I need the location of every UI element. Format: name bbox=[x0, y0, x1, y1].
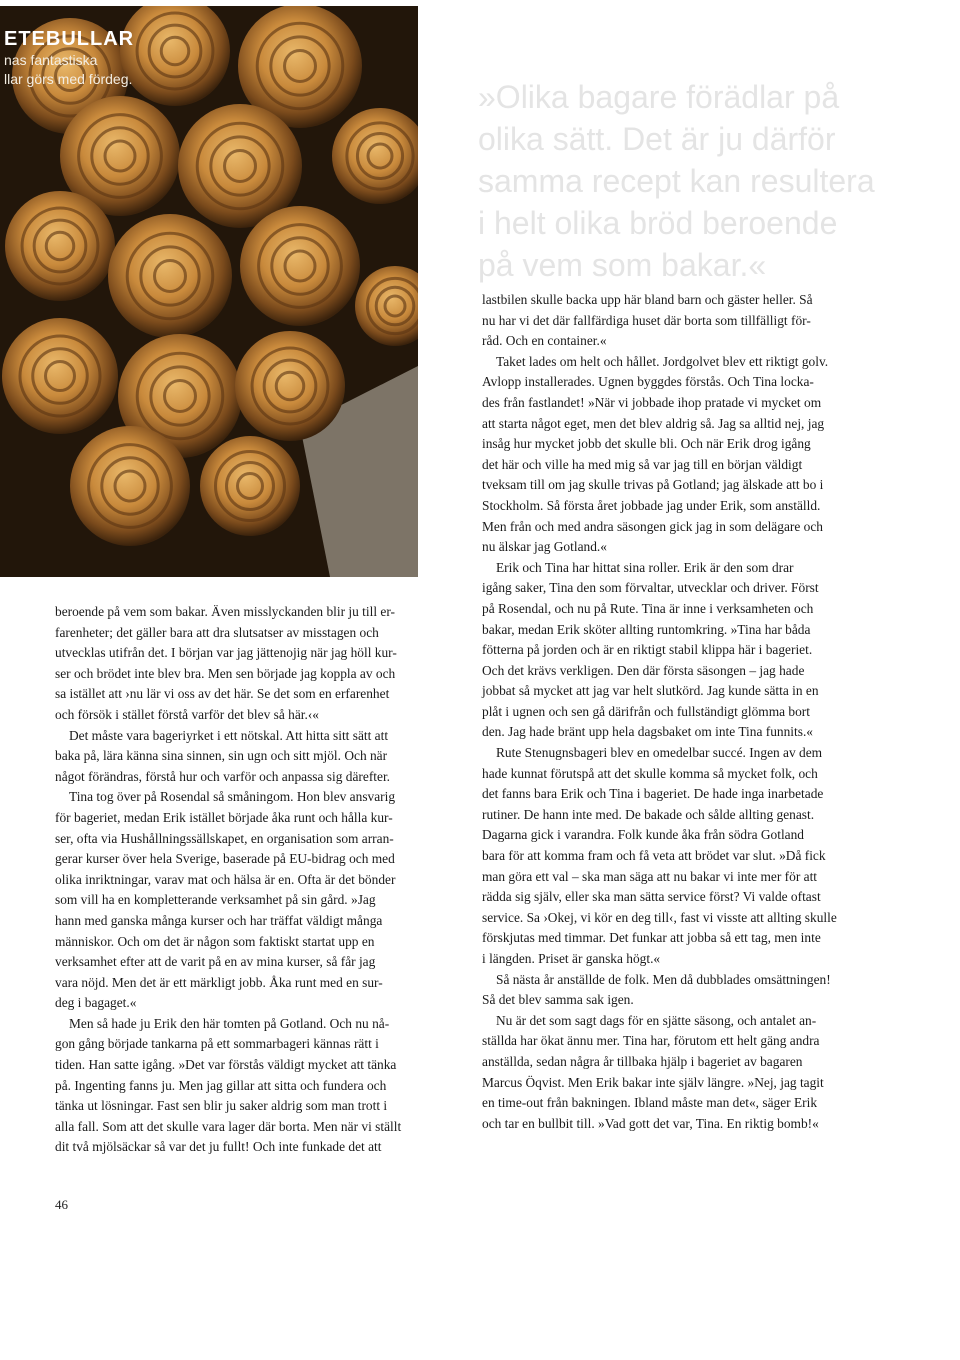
text-line: anställda, sedan några år tillbaka hjälp i bageriet av bagaren bbox=[482, 1053, 803, 1069]
text-line: rädda sig själv, eller ska man sätta service först? Vi valde oftast bbox=[482, 889, 821, 905]
text-line: rutiner. De hann inte med. De bakade och sålde allting genast. bbox=[482, 806, 815, 822]
caption-line: nas fantastiska bbox=[4, 52, 98, 68]
text-line: en time-out från bakningen. Ibland måste man det«, säger Erik bbox=[482, 1095, 818, 1111]
text-line: Taket lades om helt och hållet. Jordgolvet blev ett riktigt golv. bbox=[496, 353, 829, 369]
text-line: Rute Stenugnsbageri blev en omedelbar succé. Ingen av dem bbox=[496, 745, 823, 761]
text-line: för bageriet, medan Erik istället började åka runt och hålla kur- bbox=[55, 809, 393, 825]
caption-title: ETEBULLAR bbox=[4, 28, 135, 50]
page-number: 46 bbox=[55, 1197, 68, 1212]
pull-quote bbox=[478, 76, 878, 286]
text-line: bara för att komma fram och få veta att brödet var slut. »Då fick bbox=[482, 848, 826, 864]
text-line: Så det blev samma sak igen. bbox=[482, 992, 634, 1008]
text-line: service. Sa ›Okej, vi kör en deg till‹, fast vi visste att allting skulle bbox=[482, 909, 837, 925]
text-line: något förändras, förstå hur och varför och anpassa sig därefter. bbox=[55, 768, 391, 784]
text-line: gerar kurser över hela Sverige, baserade på EU-bidrag och med bbox=[55, 851, 395, 867]
text-line: Marcus Öqvist. Men Erik bakar inte själv längre. »Nej, jag tagit bbox=[482, 1074, 824, 1090]
text-line: Erik och Tina har hittat sina roller. Erik är den som drar bbox=[496, 559, 794, 575]
text-line: insåg hur mycket jobb det skulle bli. Och när Erik drog igång bbox=[482, 436, 811, 452]
text-line: nu har vi det där fallfärdiga huset där borta som tillfälligt för- bbox=[482, 312, 811, 328]
text-line: plåt i ugnen och sen gå därifrån och fullständigt glömma bort bbox=[482, 703, 810, 719]
text-line: verksamhet efter att de varit på en av mina kurser, så får jag bbox=[55, 954, 376, 970]
text-line: hade kunnat förutspå att det skulle komma så mycket folk, och bbox=[482, 765, 818, 781]
text-line: på. Ingenting fanns ju. Men jag gillar att sitta och fundera och bbox=[55, 1077, 387, 1093]
text-line: ser och brödet inte blev bra. Men sen började jag koppla av och bbox=[55, 665, 396, 681]
left-text-column bbox=[55, 602, 447, 1158]
text-line: tänka ut lösningar. Fast sen blir ju saker aldrig som man trott i bbox=[55, 1098, 388, 1114]
text-line: Men så hade ju Erik den här tomten på Gotland. Och nu nå- bbox=[69, 1015, 390, 1031]
right-text-column bbox=[482, 290, 878, 1134]
text-line: som vill ha en kompletterande verksamhet på sin gård. »Jag bbox=[55, 892, 376, 908]
photo-caption bbox=[0, 28, 300, 89]
text-line: farenheter; det gäller bara att dra slutsatser av misstagen och bbox=[55, 624, 379, 640]
text-line: och försök i stället förstå varför det blev så här.‹« bbox=[55, 706, 320, 722]
pull-quote-line: på vem som bakar.« bbox=[478, 247, 767, 283]
text-line: tiden. Han satte igång. »Det var förstås väldigt mycket att tänka bbox=[55, 1057, 397, 1073]
text-line: baka på, lära känna sina sinnen, sin ugn och sitt mjöl. Och när bbox=[55, 748, 388, 764]
text-line: sa istället att ›nu lär vi oss av det här. Se det som en erfarenhet bbox=[55, 686, 390, 702]
text-line: man göra ett val – ska man säga att nu bakar vi inte mer för att bbox=[482, 868, 818, 884]
text-line: i längden. Priset är ganska högt.« bbox=[482, 951, 661, 966]
text-line: des från fastlandet! »När vi jobbade ihop pratade vi mycket om bbox=[482, 394, 822, 410]
text-line: att starta något eget, men det blev aldrig så. Jag sa alltid nej, jag bbox=[482, 415, 825, 431]
text-line: Nu är det som sagt dags för en sjätte säsong, och antalet an- bbox=[496, 1012, 817, 1028]
pull-quote-line: olika sätt. Det är ju därför bbox=[478, 121, 836, 157]
text-line: människor. Och om det är någon som faktiskt startat upp en bbox=[55, 933, 375, 949]
text-line: det här och ville ha med mig så var jag till en början väldigt bbox=[482, 456, 803, 472]
text-line: bakar, medan Erik sköter allting runtomkring. »Tina har båda bbox=[482, 621, 811, 637]
pull-quote-line: samma recept kan resultera bbox=[478, 163, 875, 199]
text-line: deg i bagaget.« bbox=[55, 995, 137, 1011]
cinnamon-buns-photo bbox=[0, 6, 418, 577]
text-line: hann med ganska många kurser och har träffat väldigt många bbox=[55, 912, 383, 928]
buns-illustration bbox=[0, 6, 418, 577]
text-line: på Rosendal, och nu på Rute. Tina är inne i verksamheten och bbox=[482, 600, 814, 616]
text-line: Och det krävs verkligen. Den där första säsongen – jag hade bbox=[482, 662, 805, 678]
text-line: ställda har ökat ännu mer. Tina har, förutom ett helt gäng andra bbox=[482, 1033, 820, 1049]
text-line: förskjutas med timmar. Det funkar att jobba så ett tag, men inte bbox=[482, 930, 821, 946]
text-line: igång saker, Tina den som förvaltar, utvecklar och driver. Först bbox=[482, 580, 819, 596]
text-line: fötterna på jorden och är en riktigt stabil klippa här i bageriet. bbox=[482, 642, 813, 658]
caption-line: llar görs med fördeg. bbox=[4, 71, 133, 87]
pull-quote-line: i helt olika bröd beroende bbox=[478, 205, 838, 241]
text-line: Så nästa år anställde de folk. Men då dubblades omsättningen! bbox=[496, 971, 831, 987]
text-line: Det måste vara bageriyrket i ett nötskal. Att hitta sitt sätt att bbox=[69, 727, 389, 743]
text-line: tveksam till om jag skulle trivas på Gotland; jag älskade att bo i bbox=[482, 477, 824, 493]
text-line: lastbilen skulle backa upp här bland barn och gäster heller. Så bbox=[482, 292, 813, 307]
text-line: den. Jag hade bränt upp hela dagsbaket om inte Tina funnits.« bbox=[482, 724, 813, 740]
text-line: Tina tog över på Rosendal så småningom. Hon blev ansvarig bbox=[69, 789, 396, 805]
text-line: dit två mjölsäckar så var det ju fullt! Och inte funkade det att bbox=[55, 1139, 382, 1155]
text-line: vara nöjd. Men det är ett märkligt jobb. Åka runt med en sur- bbox=[55, 974, 383, 990]
text-line: Dagarna gick i varandra. Folk kunde åka från södra Gotland bbox=[482, 827, 805, 843]
pull-quote-line: »Olika bagare förädlar på bbox=[478, 79, 840, 115]
text-line: gon gång började tankarna på ett sommarbageri kännas rätt i bbox=[55, 1036, 379, 1052]
text-line: Men från och med andra säsongen gick jag in som delägare och bbox=[482, 518, 823, 534]
text-line: olika inriktningar, varav mat och hälsa är en. Ofta är det bönder bbox=[55, 871, 396, 887]
text-line: utvecklas utifrån det. I början var jag jättenojig när jag höll kur- bbox=[55, 645, 397, 661]
text-line: jobbat så mycket att jag var helt slutkörd. Jag kunde sätta in en bbox=[482, 683, 819, 699]
text-line: beroende på vem som bakar. Även misslyckanden blir ju till er- bbox=[55, 604, 395, 619]
text-line: Stockholm. Så första året jobbade jag under Erik, som anställd. bbox=[482, 497, 821, 513]
text-line: alla fall. Som att det skulle vara lager där borta. Men när vi ställt bbox=[55, 1118, 402, 1134]
text-line: råd. Och en container.« bbox=[482, 333, 607, 349]
text-line: det fanns bara Erik och Tina i bageriet. De hade inga inarbetade bbox=[482, 786, 824, 802]
text-line: nu älskar jag Gotland.« bbox=[482, 539, 607, 555]
text-line: Avlopp installerades. Ugnen byggdes förstås. Och Tina locka- bbox=[482, 374, 814, 390]
text-line: och tar en bullbit till. »Vad gott det var, Tina. En riktig bomb!« bbox=[482, 1115, 819, 1131]
text-line: ser, ofta via Hushållningssällskapet, en organisation som arran- bbox=[55, 830, 394, 846]
